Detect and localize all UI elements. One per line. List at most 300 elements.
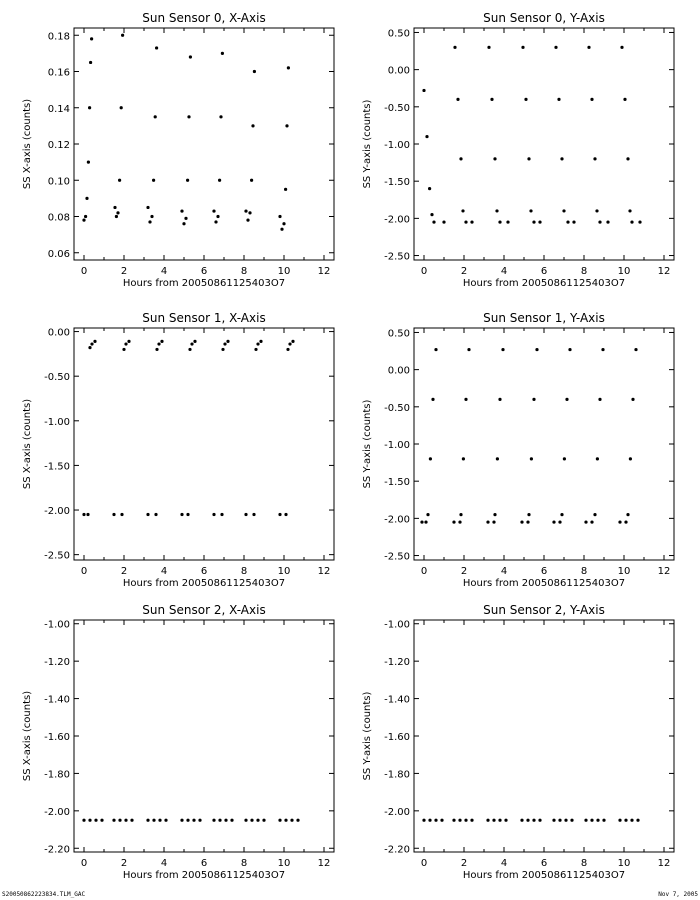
data-point [630, 220, 633, 223]
y-tick-label: -2.00 [384, 806, 410, 818]
data-point [501, 348, 504, 351]
data-point [434, 348, 437, 351]
data-point [186, 819, 189, 822]
data-point [492, 819, 495, 822]
y-tick-label: -1.50 [384, 177, 410, 189]
data-point [552, 819, 555, 822]
y-tick-label: 0.06 [47, 248, 70, 260]
x-tick-label: 2 [120, 858, 128, 869]
x-tick-label: 8 [580, 266, 588, 277]
data-point [230, 819, 233, 822]
data-point [288, 342, 291, 345]
data-point [624, 520, 627, 523]
y-tick-label: -1.50 [44, 461, 70, 473]
x-tick-label: 2 [120, 566, 128, 577]
data-point [566, 220, 569, 223]
data-point [244, 513, 247, 516]
y-tick-label: 0.14 [47, 103, 70, 115]
data-point [506, 220, 509, 223]
data-point [146, 513, 149, 516]
data-point [504, 819, 507, 822]
data-point [440, 819, 443, 822]
data-point [538, 220, 541, 223]
data-point [601, 348, 604, 351]
data-point [88, 106, 91, 109]
data-point [527, 157, 530, 160]
y-tick-label: 0.50 [387, 328, 410, 340]
data-point [155, 348, 158, 351]
data-point [116, 211, 119, 214]
y-tick-label: 0.08 [47, 212, 70, 224]
data-point [495, 209, 498, 212]
x-tick-label: 10 [617, 858, 631, 869]
x-tick-label: 6 [540, 858, 548, 869]
y-tick-label: 0.10 [47, 176, 70, 188]
data-point [113, 206, 116, 209]
data-point [620, 46, 623, 49]
data-point [248, 211, 251, 214]
y-tick-label: -2.50 [44, 550, 70, 562]
panel-ss0-y [362, 11, 674, 289]
data-point [90, 342, 93, 345]
plot-frame [414, 28, 674, 260]
data-point [296, 819, 299, 822]
chart-title: Sun Sensor 0, Y-Axis [483, 11, 605, 25]
data-point [262, 819, 265, 822]
data-point [112, 513, 115, 516]
panel-ss2-y [362, 603, 674, 881]
y-axis-label: SS X-axis (counts) [22, 98, 33, 190]
data-point [426, 513, 429, 516]
x-tick-label: 6 [540, 566, 548, 577]
data-point [182, 222, 185, 225]
data-point [498, 398, 501, 401]
data-point [118, 819, 121, 822]
data-point [461, 209, 464, 212]
data-point [618, 520, 621, 523]
data-point [250, 179, 253, 182]
data-point [253, 70, 256, 73]
y-axis-label: SS X-axis (counts) [22, 398, 33, 490]
data-point [452, 520, 455, 523]
data-point [285, 124, 288, 127]
data-point [424, 520, 427, 523]
data-point [432, 220, 435, 223]
y-axis-label: SS X-axis (counts) [22, 690, 33, 782]
y-tick-label: 0.12 [47, 140, 70, 151]
data-point [154, 513, 157, 516]
data-point [244, 209, 247, 212]
x-tick-label: 8 [240, 858, 248, 869]
data-point [596, 819, 599, 822]
data-point [631, 398, 634, 401]
data-point [226, 340, 229, 343]
data-point [430, 213, 433, 216]
data-point [115, 215, 118, 218]
data-point [521, 46, 524, 49]
data-point [498, 819, 501, 822]
data-point [420, 520, 423, 523]
x-tick-label: 12 [317, 566, 331, 577]
data-point [250, 819, 253, 822]
y-tick-label: -1.00 [44, 416, 70, 428]
data-point [154, 115, 157, 118]
data-point [557, 98, 560, 101]
data-point [216, 215, 219, 218]
data-point [487, 46, 490, 49]
data-point [121, 34, 124, 37]
data-point [82, 819, 85, 822]
data-point [223, 342, 226, 345]
data-point [552, 520, 555, 523]
data-point [564, 819, 567, 822]
data-point [431, 398, 434, 401]
data-point [560, 157, 563, 160]
y-tick-label: -1.00 [384, 619, 410, 631]
y-tick-label: -1.60 [44, 732, 70, 743]
y-tick-label: -1.80 [384, 769, 410, 781]
data-point [629, 457, 632, 460]
data-point [155, 46, 158, 49]
y-tick-label: -1.20 [44, 657, 70, 669]
y-axis-label: SS Y-axis (counts) [362, 99, 373, 189]
data-point [587, 46, 590, 49]
data-point [624, 819, 627, 822]
x-tick-label: 0 [80, 566, 88, 577]
x-tick-label: 4 [500, 266, 508, 277]
data-point [146, 819, 149, 822]
data-point [535, 348, 538, 351]
y-tick-label: -2.00 [44, 506, 70, 518]
data-point [87, 161, 90, 164]
data-point [112, 819, 115, 822]
x-tick-label: 0 [80, 266, 88, 277]
data-point [570, 819, 573, 822]
data-point [563, 457, 566, 460]
y-tick-label: -1.00 [44, 619, 70, 631]
data-point [212, 819, 215, 822]
x-axis-label: Hours from 20050861125403O7 [462, 278, 626, 289]
data-point [187, 115, 190, 118]
data-point [251, 124, 254, 127]
x-axis-label: Hours from 20050861125403O7 [122, 870, 286, 881]
data-point [84, 215, 87, 218]
data-point [425, 135, 428, 138]
y-tick-label: -2.20 [44, 844, 70, 856]
y-tick-label: 0.00 [387, 365, 410, 377]
data-point [560, 513, 563, 516]
data-point [628, 209, 631, 212]
data-point [221, 348, 224, 351]
data-point [150, 215, 153, 218]
y-tick-label: -1.80 [44, 769, 70, 781]
footer-filename: S20050862223834.TLM_GAC [2, 891, 86, 898]
x-tick-label: 8 [580, 858, 588, 869]
x-tick-label: 0 [80, 858, 88, 869]
data-point [252, 513, 255, 516]
data-point [452, 819, 455, 822]
x-tick-label: 10 [617, 266, 631, 277]
data-point [462, 457, 465, 460]
data-point [280, 228, 283, 231]
y-tick-label: 0.16 [47, 67, 70, 79]
x-tick-label: 12 [317, 266, 331, 277]
data-point [498, 220, 501, 223]
data-point [118, 179, 121, 182]
chart-title: Sun Sensor 2, X-Axis [142, 603, 266, 617]
x-tick-label: 6 [200, 266, 208, 277]
data-point [520, 520, 523, 523]
plot-frame [414, 328, 674, 560]
data-point [630, 819, 633, 822]
data-point [152, 179, 155, 182]
y-tick-label: -2.00 [44, 806, 70, 818]
x-tick-label: 10 [277, 566, 291, 577]
x-tick-label: 10 [617, 566, 631, 577]
data-point [220, 513, 223, 516]
data-point [100, 819, 103, 822]
data-point [120, 106, 123, 109]
data-point [486, 520, 489, 523]
data-point [90, 37, 93, 40]
data-point [290, 819, 293, 822]
chart-title: Sun Sensor 0, X-Axis [142, 11, 266, 25]
footer-date: Nov 7, 2005 [658, 891, 698, 898]
data-point [459, 157, 462, 160]
x-tick-label: 6 [200, 858, 208, 869]
data-point [256, 819, 259, 822]
data-point [458, 819, 461, 822]
data-point [496, 457, 499, 460]
data-point [606, 220, 609, 223]
data-point [558, 520, 561, 523]
data-point [190, 342, 193, 345]
data-point [193, 340, 196, 343]
data-point [180, 513, 183, 516]
y-tick-label: 0.00 [387, 65, 410, 77]
data-point [602, 819, 605, 822]
data-point [186, 179, 189, 182]
data-point [590, 819, 593, 822]
x-tick-label: 4 [160, 566, 168, 577]
data-point [530, 457, 533, 460]
x-tick-label: 0 [420, 566, 428, 577]
data-point [526, 819, 529, 822]
x-tick-label: 10 [277, 266, 291, 277]
x-tick-label: 6 [200, 566, 208, 577]
data-point [434, 819, 437, 822]
data-point [82, 219, 85, 222]
data-point [88, 346, 91, 349]
data-point [554, 46, 557, 49]
data-point [524, 98, 527, 101]
plot-frame [74, 28, 334, 260]
y-tick-label: -1.00 [384, 140, 410, 151]
panel-ss0-x [22, 11, 334, 289]
y-tick-label: -2.00 [384, 514, 410, 526]
data-point [596, 457, 599, 460]
x-tick-label: 0 [420, 266, 428, 277]
data-point [254, 348, 257, 351]
data-point [464, 819, 467, 822]
data-point [623, 98, 626, 101]
data-point [186, 513, 189, 516]
data-point [286, 348, 289, 351]
y-tick-label: -1.60 [384, 732, 410, 743]
data-point [122, 348, 125, 351]
data-point [284, 513, 287, 516]
data-point [520, 819, 523, 822]
data-point [538, 819, 541, 822]
data-point [584, 520, 587, 523]
x-tick-label: 12 [657, 858, 671, 869]
data-point [422, 819, 425, 822]
data-point [86, 513, 89, 516]
data-point [89, 61, 92, 64]
data-point [127, 340, 130, 343]
x-tick-label: 2 [460, 858, 468, 869]
data-point [278, 513, 281, 516]
data-point [428, 819, 431, 822]
y-tick-label: -2.20 [384, 844, 410, 856]
x-tick-label: 2 [460, 566, 468, 577]
chart-title: Sun Sensor 1, Y-Axis [483, 311, 605, 325]
data-point [562, 209, 565, 212]
data-point [593, 513, 596, 516]
data-point [590, 520, 593, 523]
x-axis-label: Hours from 20050861125403O7 [122, 578, 286, 589]
y-tick-label: 0.50 [387, 28, 410, 40]
x-tick-label: 10 [277, 858, 291, 869]
x-tick-label: 12 [657, 566, 671, 577]
data-point [626, 513, 629, 516]
chart-title: Sun Sensor 1, X-Axis [142, 311, 266, 325]
y-tick-label: -0.50 [384, 102, 410, 114]
data-point [568, 348, 571, 351]
y-tick-label: -2.50 [384, 551, 410, 563]
y-axis-label: SS Y-axis (counts) [362, 691, 373, 781]
data-point [164, 819, 167, 822]
data-point [470, 819, 473, 822]
data-point [428, 187, 431, 190]
data-point [284, 188, 287, 191]
data-point [532, 819, 535, 822]
data-point [634, 348, 637, 351]
data-point [93, 340, 96, 343]
data-point [442, 220, 445, 223]
x-tick-label: 2 [460, 266, 468, 277]
y-tick-label: -2.00 [384, 214, 410, 226]
x-tick-label: 6 [540, 266, 548, 277]
data-point [188, 348, 191, 351]
y-tick-label: 0.18 [47, 31, 70, 43]
data-point [636, 819, 639, 822]
data-point [244, 819, 247, 822]
data-point [593, 157, 596, 160]
data-point [278, 819, 281, 822]
y-tick-label: -0.50 [44, 372, 70, 384]
data-point [565, 398, 568, 401]
data-point [148, 220, 151, 223]
data-point [464, 398, 467, 401]
x-tick-label: 4 [160, 266, 168, 277]
y-tick-label: -1.40 [44, 694, 70, 706]
x-tick-label: 8 [580, 566, 588, 577]
y-tick-label: -2.50 [384, 251, 410, 263]
data-point [259, 340, 262, 343]
data-point [94, 819, 97, 822]
y-tick-label: -0.50 [384, 402, 410, 414]
data-point [256, 342, 259, 345]
data-point [221, 52, 224, 55]
data-point [493, 157, 496, 160]
data-point [282, 222, 285, 225]
data-point [526, 520, 529, 523]
y-tick-label: -1.50 [384, 477, 410, 489]
data-point [595, 209, 598, 212]
data-point [124, 819, 127, 822]
data-point [532, 398, 535, 401]
data-point [218, 179, 221, 182]
data-point [590, 98, 593, 101]
data-point [88, 819, 91, 822]
data-point [598, 220, 601, 223]
data-point [246, 219, 249, 222]
data-point [558, 819, 561, 822]
panel-ss1-y [362, 311, 674, 589]
data-point [598, 398, 601, 401]
x-tick-label: 8 [240, 266, 248, 277]
plot-frame [74, 328, 334, 560]
x-axis-label: Hours from 20050861125403O7 [462, 870, 626, 881]
data-point [464, 220, 467, 223]
chart-title: Sun Sensor 2, Y-Axis [483, 603, 605, 617]
data-point [490, 98, 493, 101]
data-point [626, 157, 629, 160]
data-point [130, 819, 133, 822]
data-point [529, 209, 532, 212]
data-point [453, 46, 456, 49]
y-tick-label: 0.00 [47, 327, 70, 339]
y-tick-label: -1.00 [384, 440, 410, 451]
data-point [278, 215, 281, 218]
data-point [459, 513, 462, 516]
data-point [184, 217, 187, 220]
data-point [152, 819, 155, 822]
data-point [456, 98, 459, 101]
data-point [532, 220, 535, 223]
data-point [82, 513, 85, 516]
data-point [486, 819, 489, 822]
x-tick-label: 12 [657, 266, 671, 277]
data-point [224, 819, 227, 822]
plot-frame [74, 620, 334, 852]
panel-ss1-x [22, 311, 334, 589]
data-point [120, 513, 123, 516]
y-tick-label: -1.20 [384, 657, 410, 669]
data-point [146, 206, 149, 209]
data-point [584, 819, 587, 822]
data-point [527, 513, 530, 516]
x-tick-label: 4 [160, 858, 168, 869]
data-point [218, 819, 221, 822]
data-point [467, 348, 470, 351]
data-point [422, 89, 425, 92]
data-point [212, 513, 215, 516]
data-point [572, 220, 575, 223]
data-point [458, 520, 461, 523]
data-point [160, 340, 163, 343]
